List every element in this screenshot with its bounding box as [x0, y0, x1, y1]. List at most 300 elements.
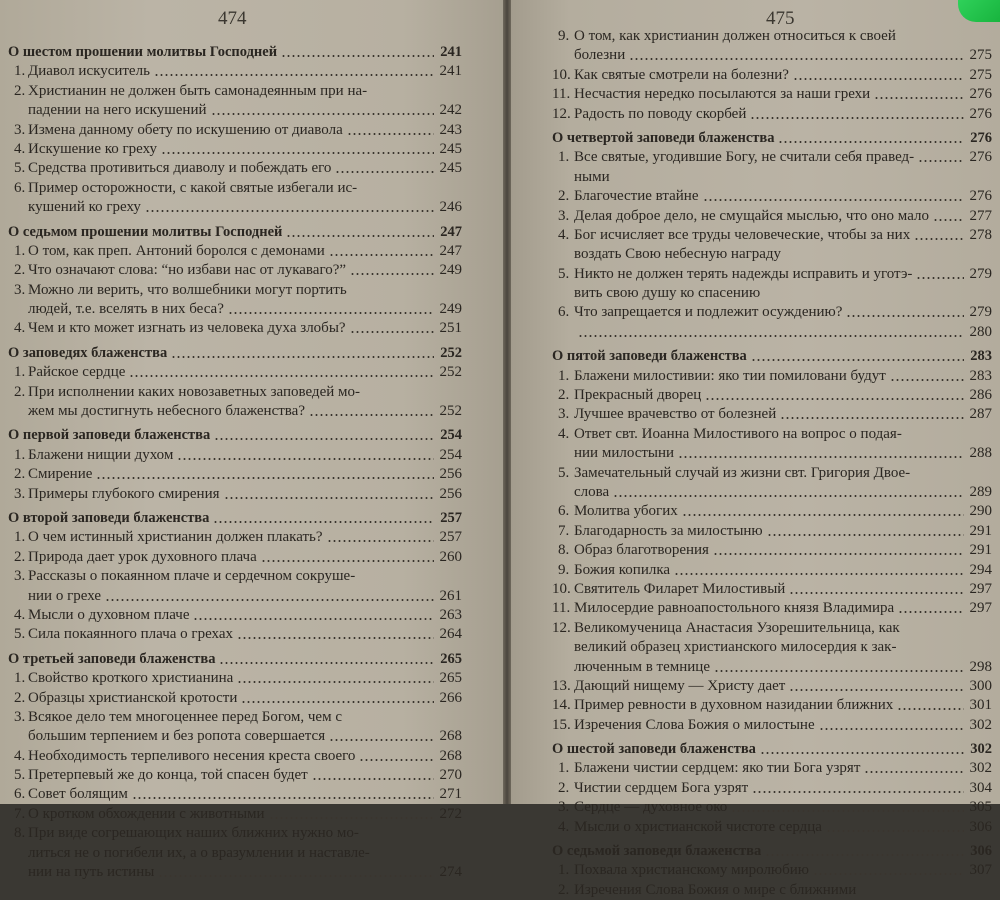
page-reference: 302: [969, 760, 992, 777]
entry-number: 1.: [558, 367, 570, 384]
dot-leader: [752, 791, 964, 793]
dot-leader: [678, 456, 964, 458]
page-reference: 249: [439, 262, 462, 279]
dot-leader: [846, 315, 964, 317]
entry-title: Мысли о христианской чистоте сердца: [574, 818, 822, 835]
entry-title: Благодарность за милостыню: [574, 522, 763, 539]
page-reference: 256: [439, 485, 462, 502]
dot-leader: [281, 55, 434, 57]
toc-entry: [552, 245, 992, 264]
dot-leader: [767, 534, 964, 536]
entry-title: При исполнении каких новозаветных заповедей мо-: [28, 383, 360, 400]
page-reference: 276: [969, 86, 992, 103]
entry-number: 2.: [14, 82, 26, 99]
page-reference: 288: [969, 445, 992, 462]
dot-leader: [269, 817, 434, 819]
dot-leader: [760, 752, 964, 754]
entry-title: Никто не должен терять надежды исправить и уготэ-: [574, 265, 913, 282]
toc-entry: [8, 62, 462, 81]
page-reference: 287: [969, 406, 992, 423]
entry-number: 1.: [14, 670, 26, 687]
entry-title: О том, как преп. Антоний боролся с демонами: [28, 242, 325, 259]
entry-title: Что запрещается и подлежит осуждению?: [574, 304, 843, 321]
section-title: О шестой заповеди блаженства: [552, 741, 756, 758]
entry-title: Пример осторожности, с какой святые избегали ис-: [28, 179, 358, 196]
toc-entry: [552, 561, 992, 580]
page-reference: 275: [969, 66, 992, 83]
toc-entry: [8, 863, 462, 882]
section-title: О пятой заповеди блаженства: [552, 348, 747, 365]
page-reference: 246: [439, 199, 462, 216]
entry-number: 1.: [14, 529, 26, 546]
toc-entry: [8, 319, 462, 338]
dot-leader: [350, 273, 434, 275]
page-reference: 263: [439, 606, 462, 623]
entry-number: 6.: [558, 503, 570, 520]
entry-title: Лучшее врачевство от болезней: [574, 406, 777, 423]
dot-leader: [261, 560, 434, 562]
entry-title: Блажени милостивии: яко тии помиловани будут: [574, 367, 886, 384]
toc-entry: [8, 140, 462, 159]
dot-leader: [890, 379, 964, 381]
dot-leader: [177, 458, 434, 460]
dot-leader: [897, 708, 964, 710]
dot-leader: [329, 254, 434, 256]
dot-leader: [105, 599, 434, 601]
toc-entry: [8, 261, 462, 280]
entry-number: 2.: [558, 779, 570, 796]
page-reference: 279: [969, 265, 992, 282]
toc-entry: [552, 599, 992, 618]
entry-number: 1.: [14, 63, 26, 80]
entry-number: 1.: [558, 862, 570, 879]
entry-number: 2.: [14, 548, 26, 565]
dot-leader: [312, 778, 434, 780]
page-reference: 291: [969, 522, 992, 539]
toc-section-heading: [8, 650, 462, 669]
entry-number: 10.: [552, 66, 571, 83]
dot-leader: [703, 199, 964, 201]
entry-title: Пример ревности в духовном назидании ближних: [574, 697, 894, 714]
entry-title: Что означают слова: “но избави нас от лукаваго?”: [28, 262, 347, 279]
entry-title: Изречения Слова Божия о мире с ближними: [574, 881, 857, 898]
entry-number: 2.: [14, 466, 26, 483]
entry-title: Ответ свт. Иоанна Милостивого на вопрос о подая-: [574, 425, 902, 442]
toc-entry: [552, 386, 992, 405]
page-reference: 297: [969, 580, 992, 597]
toc-entry: [8, 281, 462, 300]
page-reference: 270: [439, 767, 462, 784]
toc-entry: [552, 798, 992, 817]
dot-leader: [237, 637, 434, 639]
dot-leader: [780, 417, 964, 419]
entry-number: 4.: [14, 320, 26, 337]
toc-entry: [552, 265, 992, 284]
toc-entry: [8, 548, 462, 567]
dot-leader: [778, 141, 964, 143]
toc-entry: [8, 159, 462, 178]
dot-leader: [826, 830, 964, 832]
entry-number: 3.: [558, 207, 570, 224]
entry-title: Святитель Филарет Милостивый: [574, 580, 786, 597]
dot-leader: [789, 592, 964, 594]
bookmark-sticker: [958, 0, 1000, 22]
entry-number: 3.: [14, 281, 26, 298]
toc-entry: [8, 198, 462, 217]
entry-number: 4.: [558, 425, 570, 442]
page-reference: 301: [969, 697, 992, 714]
entry-number: 1.: [14, 242, 26, 259]
page-reference: 257: [439, 529, 462, 546]
page-number: 475: [766, 8, 795, 29]
entry-number: 5.: [558, 265, 570, 282]
entry-title: Прекрасный дворец: [574, 387, 702, 404]
dot-leader: [793, 78, 964, 80]
toc-entry: [8, 363, 462, 382]
section-title: О седьмой заповеди блаженства: [552, 843, 762, 860]
page-reference: 265: [439, 670, 462, 687]
entry-title: Совет болящим: [28, 786, 128, 803]
entry-number: 2.: [558, 881, 570, 898]
page-reference: 291: [969, 542, 992, 559]
toc-section-heading: [552, 347, 992, 366]
dot-leader: [898, 611, 964, 613]
page-reference: 304: [969, 779, 992, 796]
page-reference: 260: [439, 548, 462, 565]
entry-number: 2.: [558, 387, 570, 404]
entry-title: Милосердие равноапостольного князя Владимира: [574, 600, 895, 617]
toc-entry: [552, 405, 992, 424]
entry-number: 1.: [14, 446, 26, 463]
page-reference: 252: [439, 364, 462, 381]
dot-leader: [237, 681, 434, 683]
toc-entry: [552, 716, 992, 735]
entry-title: Чем и кто может изгнать из человека духа злобы?: [28, 320, 346, 337]
entry-title: большим терпением и без ропота совершается: [28, 728, 326, 745]
entry-number: 2.: [14, 262, 26, 279]
entry-number: 14.: [552, 697, 571, 714]
dot-leader: [819, 728, 964, 730]
page-reference: 305: [969, 799, 992, 816]
page-reference: 276: [969, 105, 992, 122]
toc-entry: [552, 580, 992, 599]
entry-title: Дающий нищему — Христу дает: [574, 677, 786, 694]
toc-entry: [552, 818, 992, 837]
toc-entry: [552, 148, 992, 167]
section-title: О шестом прошении молитвы Господней: [8, 44, 278, 60]
page-reference: 243: [439, 121, 462, 138]
entry-title: Чистии сердцем Бога узрят: [574, 779, 749, 796]
dot-leader: [765, 854, 964, 856]
toc-entry: [552, 425, 992, 444]
table-of-contents: [552, 27, 992, 900]
page-reference: 241: [440, 44, 462, 60]
entry-title: нии на путь истины: [28, 864, 155, 881]
toc-entry: [552, 66, 992, 85]
entry-number: 2.: [558, 188, 570, 205]
dot-leader: [219, 662, 434, 664]
page-reference: 275: [969, 47, 992, 64]
entry-title: Можно ли верить, что волшебники могут портить: [28, 281, 347, 298]
entry-number: 3.: [14, 568, 26, 585]
page-reference: 297: [969, 600, 992, 617]
dot-leader: [132, 797, 434, 799]
toc-entry: [8, 766, 462, 785]
dot-leader: [751, 359, 964, 361]
entry-title: Похвала христианскому миролюбию: [574, 862, 809, 879]
toc-entry: [8, 101, 462, 120]
dot-leader: [161, 152, 434, 154]
page-reference: 266: [439, 689, 462, 706]
dot-leader: [629, 58, 964, 60]
entry-number: 3.: [558, 799, 570, 816]
entry-number: 3.: [558, 406, 570, 423]
entry-number: 6.: [558, 304, 570, 321]
entry-title: болезни: [574, 47, 626, 64]
entry-number: 10.: [552, 580, 571, 597]
toc-entry: [552, 502, 992, 521]
entry-title: Искушение ко греху: [28, 140, 158, 157]
page-reference: 283: [970, 348, 992, 365]
entry-number: 4.: [558, 818, 570, 835]
toc-entry: [8, 242, 462, 261]
dot-leader: [705, 398, 964, 400]
toc-entry: [8, 669, 462, 688]
entry-title: Радость по поводу скорбей: [574, 105, 747, 122]
entry-number: 4.: [14, 606, 26, 623]
left-page: [0, 0, 503, 881]
page-reference: 245: [439, 140, 462, 157]
toc-entry: [552, 226, 992, 245]
table-of-contents: [8, 43, 462, 882]
entry-number: 1.: [14, 364, 26, 381]
page-reference: 254: [439, 446, 462, 463]
entry-title: кушений ко греху: [28, 199, 141, 216]
toc-entry: [8, 528, 462, 547]
entry-title: жем мы достигнуть небесного блаженства?: [28, 403, 305, 420]
toc-entry: [8, 121, 462, 140]
section-title: О первой заповеди блаженства: [8, 427, 211, 444]
entry-title: Сила покаянного плача о грехах: [28, 626, 233, 643]
entry-title: Изречения Слова Божия о милостыне: [574, 716, 815, 733]
dot-leader: [335, 171, 434, 173]
entry-title: Благочестие втайне: [574, 188, 699, 205]
entry-number: 8.: [14, 825, 26, 842]
entry-title: Необходимость терпеливого несения креста своего: [28, 747, 356, 764]
toc-entry: [552, 677, 992, 696]
toc-entry: [552, 46, 992, 65]
toc-section-heading: [8, 43, 462, 62]
entry-title: падении на него искушений: [28, 102, 207, 119]
entry-title: Диавол искуситель: [28, 63, 150, 80]
dot-leader: [213, 521, 434, 523]
dot-leader: [154, 74, 434, 76]
entry-number: 5.: [558, 464, 570, 481]
toc-entry: [552, 207, 992, 226]
entry-title: Блажени нищии духом: [28, 446, 174, 463]
page-reference: 280: [969, 323, 992, 340]
toc-entry: [552, 779, 992, 798]
page-reference: 252: [439, 403, 462, 420]
page-reference: 247: [439, 242, 462, 259]
entry-title: Как святые смотрели на болезни?: [574, 66, 789, 83]
toc-entry: [552, 444, 992, 463]
page-reference: 298: [969, 658, 992, 675]
toc-entry: [552, 284, 992, 303]
toc-entry: [8, 606, 462, 625]
toc-entry: [8, 82, 462, 101]
page-reference: 245: [439, 160, 462, 177]
page-reference: 268: [439, 747, 462, 764]
dot-leader: [193, 618, 434, 620]
entry-title: Все святые, угодившие Богу, не считали себя правед-: [574, 149, 915, 166]
page-reference: 264: [439, 626, 462, 643]
entry-title: литься не о погибели их, а о вразумлении и наставле-: [28, 844, 370, 861]
entry-number: 11.: [552, 600, 571, 617]
toc-entry: [552, 696, 992, 715]
section-title: О заповедях блаженства: [8, 344, 168, 361]
entry-title: Рассказы о покаянном плаче и сердечном сокруше-: [28, 568, 356, 585]
toc-entry: [552, 187, 992, 206]
dot-leader: [916, 277, 964, 279]
toc-entry: [552, 522, 992, 541]
entry-title: воздать Свою небесную награду: [574, 246, 782, 263]
entry-title: Бог исчисляет все труды человеческие, чтобы за них: [574, 226, 911, 243]
section-title: О третьей заповеди блаженства: [8, 650, 216, 667]
dot-leader: [350, 331, 434, 333]
toc-entry: [8, 805, 462, 824]
page-reference: 307: [969, 862, 992, 879]
toc-entry: [8, 485, 462, 504]
entry-title: Великомученица Анастасия Узорешительница, как: [574, 619, 900, 636]
entry-title: Замечательный случай из жизни свт. Григория Двое-: [574, 464, 911, 481]
entry-number: 2.: [14, 689, 26, 706]
toc-entry: [8, 402, 462, 421]
entry-number: 7.: [558, 522, 570, 539]
page-reference: 276: [970, 129, 992, 146]
dot-leader: [714, 670, 964, 672]
entry-number: 1.: [558, 760, 570, 777]
toc-entry: [552, 367, 992, 386]
page-reference: 276: [969, 188, 992, 205]
toc-section-heading: [552, 129, 992, 148]
entry-number: 4.: [14, 747, 26, 764]
dot-leader: [228, 312, 434, 314]
entry-number: 6.: [14, 179, 26, 196]
dot-leader: [918, 160, 964, 162]
toc-entry: [552, 881, 992, 900]
page-reference: 257: [440, 509, 462, 526]
entry-title: Измена данному обету по искушению от диавола: [28, 121, 343, 138]
toc-section-heading: [552, 740, 992, 759]
dot-leader: [211, 113, 434, 115]
dot-leader: [347, 133, 434, 135]
toc-entry: [552, 483, 992, 502]
toc-entry: [8, 625, 462, 644]
toc-entry: [552, 105, 992, 124]
page-reference: 256: [439, 466, 462, 483]
page-number: 474: [218, 8, 247, 29]
dot-leader: [682, 514, 964, 516]
page-reference: 306: [970, 843, 992, 860]
toc-section-heading: [8, 223, 462, 242]
page-reference: 290: [969, 503, 992, 520]
entry-number: 11.: [552, 86, 571, 103]
page-reference: 283: [969, 367, 992, 384]
entry-title: Всякое дело тем многоценнее перед Богом, чем с: [28, 708, 342, 725]
entry-title: Несчастия нередко посылаются за наши грехи: [574, 86, 871, 103]
entry-title: великий образец христианского милосердия к зак-: [574, 639, 897, 656]
entry-title: слова: [574, 483, 610, 500]
entry-title: О кротком обхождении с животными: [28, 805, 265, 822]
dot-leader: [158, 875, 434, 877]
toc-entry: [8, 824, 462, 843]
entry-number: 9.: [558, 28, 570, 44]
book-gutter: [503, 0, 511, 804]
entry-title: Свойство кроткого христианина: [28, 670, 234, 687]
dot-leader: [674, 573, 964, 575]
page-reference: 272: [439, 805, 462, 822]
dot-leader: [214, 438, 434, 440]
toc-entry: [8, 587, 462, 606]
page-reference: 276: [969, 149, 992, 166]
entry-title: Образцы христианской кротости: [28, 689, 238, 706]
dot-leader: [309, 414, 434, 416]
toc-entry: [552, 541, 992, 560]
toc-entry: [8, 785, 462, 804]
toc-entry: [552, 323, 992, 342]
toc-entry: [8, 567, 462, 586]
page-reference: 261: [439, 587, 462, 604]
entry-title: Смирение: [28, 466, 93, 483]
toc-entry: [552, 464, 992, 483]
entry-title: Христианин не должен быть самонадеянным при на-: [28, 82, 368, 99]
page-reference: 242: [439, 102, 462, 119]
toc-entry: [8, 689, 462, 708]
entry-title: нии милостыни: [574, 445, 675, 462]
entry-title: люченным в темнице: [574, 658, 710, 675]
entry-title: Блажени чистии сердцем: яко тии Бога узрят: [574, 760, 861, 777]
page-reference: 247: [440, 223, 462, 240]
page-reference: 294: [969, 561, 992, 578]
page-reference: 252: [440, 344, 462, 361]
page-reference: 302: [970, 741, 992, 758]
entry-number: 15.: [552, 716, 571, 733]
page-reference: 241: [439, 63, 462, 80]
entry-title: Образ благотворения: [574, 542, 709, 559]
entry-number: 1.: [558, 149, 570, 166]
dot-leader: [750, 117, 964, 119]
toc-entry: [552, 27, 992, 46]
entry-title: Райское сердце: [28, 364, 126, 381]
toc-entry: [552, 658, 992, 677]
entry-title: ными: [574, 168, 610, 185]
dot-leader: [874, 97, 964, 99]
toc-entry: [552, 303, 992, 322]
toc-entry: [8, 708, 462, 727]
entry-number: 9.: [558, 561, 570, 578]
entry-number: 5.: [14, 160, 26, 177]
page-reference: 268: [439, 728, 462, 745]
dot-leader: [914, 238, 964, 240]
entry-title: Мысли о духовном плаче: [28, 606, 190, 623]
page-reference: 277: [969, 207, 992, 224]
entry-title: Божия копилка: [574, 561, 671, 578]
dot-leader: [731, 810, 964, 812]
dot-leader: [96, 477, 434, 479]
section-title: О четвертой заповеди блаженства: [552, 129, 775, 146]
entry-title: О том, как христианин должен относиться к своей: [574, 28, 896, 44]
